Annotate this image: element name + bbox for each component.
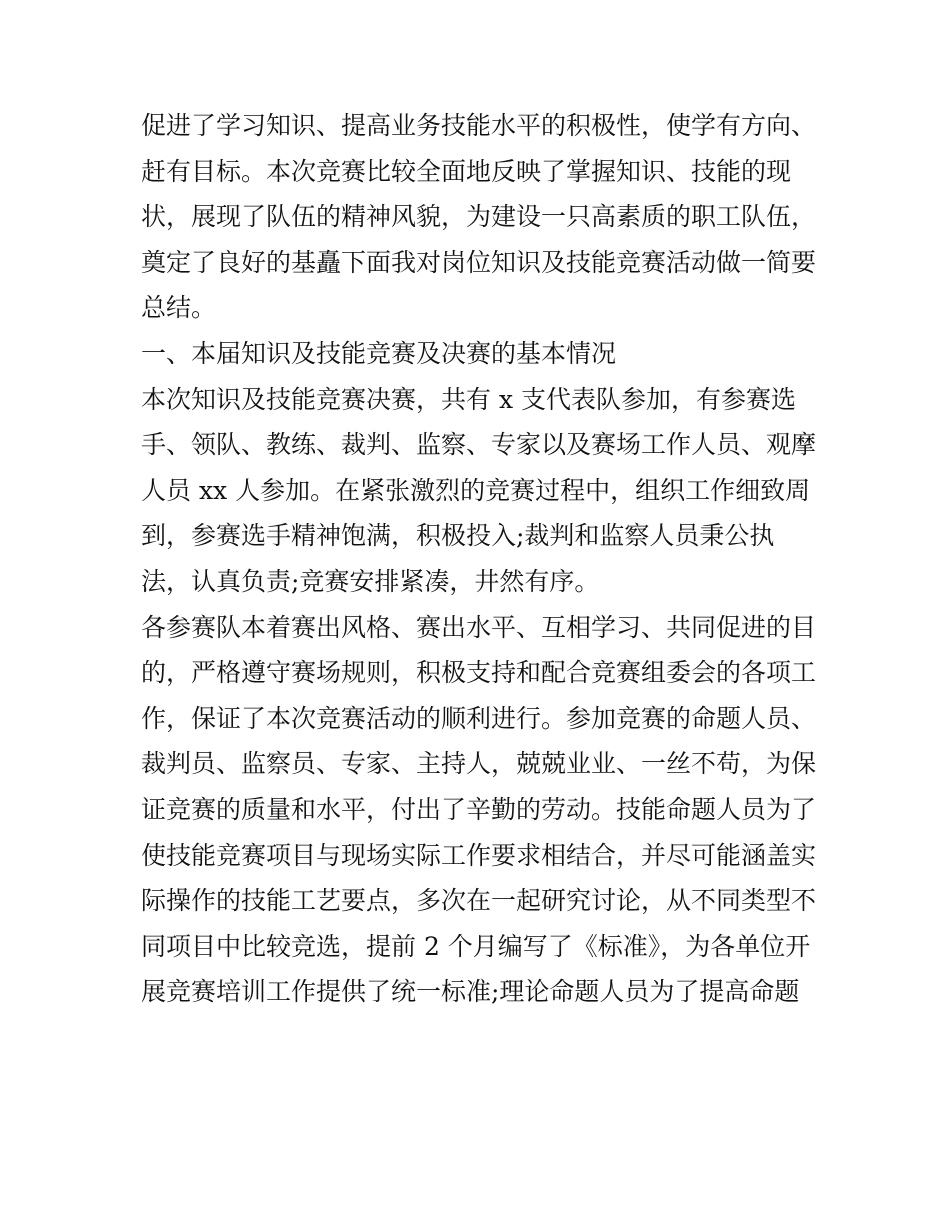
text-line: 本次知识及技能竞赛决赛，共有 x 支代表队参加，有参赛选 [141,384,796,414]
text-line: 际操作的技能工艺要点，多次在一起研究讨论，从不同类型不 [141,886,817,916]
text-line: 各参赛队本着赛出风格、赛出水平、互相学习、共同促进的目 [141,612,817,642]
text-line: 赶有目标。本次竞赛比较全面地反映了掌握知识、技能的现 [141,156,792,186]
text-line: 同项目中比较竞选，提前 2 个月编写了《标准》，为各单位开 [141,931,811,961]
text-line: 促进了学习知识、提高业务技能水平的积极性，使学有方向、 [141,111,817,140]
text-line: 手、领队、教练、裁判、监察、专家以及赛场工作人员、观摩 [141,430,817,460]
section-heading: 一、本届知识及技能竞赛及决赛的基本情况 [141,338,617,368]
text-line: 裁判员、监察员、专家、主持人，兢兢业业、一丝不苟，为保 [141,749,817,779]
text-line: 展竞赛培训工作提供了统一标准;理论命题人员为了提高命题 [141,977,800,1007]
text-line: 的，严格遵守赛场规则，积极支持和配合竞赛组委会的各项工 [141,658,817,688]
text-line: 奠定了良好的基矗下面我对岗位知识及技能竞赛活动做一简要 [141,247,817,277]
text-line: 使技能竞赛项目与现场实际工作要求相结合，并尽可能涵盖实 [141,840,817,870]
text-line: 到，参赛选手精神饱满，积极投入;裁判和监察人员秉公执 [141,521,775,551]
text-line: 法，认真负责;竞赛安排紧凑，井然有序。 [141,566,600,596]
document-body [141,103,831,1015]
text-line: 状，展现了队伍的精神风貌，为建设一只高素质的职工队伍， [141,202,817,232]
text-line: 证竞赛的质量和水平，付出了辛勤的劳动。技能命题人员为了 [141,794,817,824]
text-line: 总结。 [141,293,217,323]
text-line: 人员 xx 人参加。在紧张激烈的竞赛过程中，组织工作细致周 [141,475,811,505]
text-line: 作，保证了本次竞赛活动的顺利进行。参加竞赛的命题人员、 [141,703,817,733]
